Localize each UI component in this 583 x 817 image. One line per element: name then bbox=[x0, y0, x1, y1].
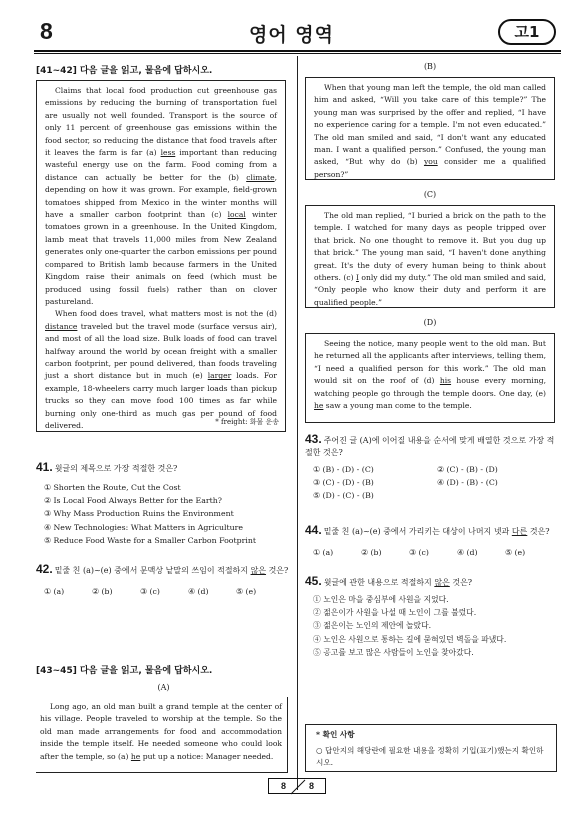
option[interactable]: ③ (c) bbox=[140, 587, 160, 596]
question-41: 41. 윗글의 제목으로 가장 적절한 것은? ① Shorten the Route, Cut the Cost ② Is Local Food Always Better for the Earth? ③ Why Mass Production Ruins the Environment ④ New Technologies: What Matters in Agriculture ⑤ Reduce Food Waste for a Smaller Carbon Footprint bbox=[36, 460, 286, 547]
subject-title: 영어 영역 bbox=[248, 24, 335, 46]
slash-icon bbox=[269, 779, 327, 795]
question-45: 45. 윗글에 관한 내용으로 적절하지 않은 것은? ① 노인은 마을 중심부에 사원을 지었다. ② 젊은이가 사원을 나설 때 노인이 그를 불렀다. ③ 젊은이는 노인의 제안에 놀랐다. ④ 노인은 사원으로 통하는 길에 묻혀있던 벽돌을 파냈다. ⑤ 공고를 보고 많은 사람들이 노인을 찾아갔다. bbox=[305, 574, 560, 659]
option[interactable]: ④ (d) bbox=[457, 548, 478, 557]
footnote: * freight: 화물 운송 bbox=[215, 417, 279, 426]
passage-D: Seeing the notice, many people went to the old man. But he returned all the applicants after interviews, telling them, “I need a qualified person for this work.” The old man would sit on the roof of (d) his house every morning, watching people go through the temple doors. One day, (e) he saw a young man come to the temple. bbox=[305, 333, 555, 423]
option[interactable]: ⑤ 공고를 보고 많은 사람들이 노인을 찾아갔다. bbox=[313, 647, 474, 657]
option[interactable]: ② (b) bbox=[92, 587, 113, 596]
header-rule bbox=[34, 50, 561, 52]
option[interactable]: ③ 젊은이는 노인의 제안에 놀랐다. bbox=[313, 621, 432, 631]
grade-badge: 고1 bbox=[498, 19, 556, 45]
passage-A-frame bbox=[36, 697, 288, 773]
page-number: 8 bbox=[40, 18, 53, 44]
option[interactable]: ④ New Technologies: What Matters in Agriculture bbox=[44, 522, 243, 532]
passage-B: When that young man left the temple, the old man called him and asked, “Will you take care of this temple?” The young man was surprised by the offer and replied, “I have no experience caring for a temple. I'm not even educated.” The old man smiled and said, “I don't want any educated man. I want a qualified person.” Confused, the young man asked, “But why do (b) you consider me a qualified person?” bbox=[305, 77, 555, 180]
option[interactable]: ① (a) bbox=[313, 548, 334, 557]
label-C: (C) bbox=[423, 190, 437, 199]
label-A: (A) bbox=[157, 683, 170, 692]
option[interactable]: ⑤ (e) bbox=[505, 548, 526, 557]
column-divider bbox=[297, 56, 298, 790]
option[interactable]: ① Shorten the Route, Cut the Cost bbox=[44, 483, 181, 492]
label-B: (B) bbox=[423, 62, 437, 71]
option[interactable]: ② Is Local Food Always Better for the Earth? bbox=[44, 496, 222, 506]
check-title: * 확인 사항 bbox=[316, 730, 355, 739]
page-footer: 8 8 bbox=[268, 778, 326, 794]
option[interactable]: ① (a) bbox=[44, 587, 65, 596]
option[interactable]: ② (C) - (B) - (D) bbox=[437, 465, 498, 474]
option[interactable]: ⑤ (D) - (C) - (B) bbox=[313, 491, 374, 501]
passage-A: Long ago, an old man built a grand temple at the center of his village. People traveled to worship at the temple. So the old man made arrangements for food and accommodation inside the temple itself. He needed someone who could look after the temple, so (a) he put up a notice: Manager needed. bbox=[40, 702, 282, 761]
option[interactable]: ① 노인은 마을 중심부에 사원을 지었다. bbox=[313, 595, 449, 604]
check-box bbox=[305, 724, 557, 772]
option[interactable]: ③ (C) - (D) - (B) bbox=[313, 478, 374, 488]
header-rule-thin bbox=[34, 53, 561, 54]
passage-paragraph: Claims that local food production cut greenhouse gas emissions by reducing the burning of transportation fuel are usually not well founded. Transport is the source of only 11 percent of greenhouse gas emissions within the food sector, so reducing the distance that food travels after it leaves the farm is far (a) less important than reducing wasteful energy use on the farm. Food coming from a distance can actually be better for the (b) climate, depending on how it was grown. For example, field-grown tomatoes shipped from Mexico in the winter months will have a smaller carbon footprint than (c) local winter tomatoes grown in a greenhouse. In the United Kingdom, lamb meat that travels 11,000 miles from New Zealand generates only one-quarter the carbon emissions per pound compared to British lamb because farmers in the United Kingdom raise their animals on feed (which must be produced using fossil fuels) rather than on clover pastureland. bbox=[45, 86, 278, 306]
option[interactable]: ② 젊은이가 사원을 나설 때 노인이 그를 불렀다. bbox=[313, 608, 477, 618]
passage-C: The old man replied, “I buried a brick on the path to the temple. I watched for many days as people tripped over that brick. No one thought to remove it. But you dug up that brick.” The young man said, “I haven't done anything great. It's the duty of every human being to think about others. (c) I only did my duty.” The old man smiled and said, “Only people who know their duty and perform it are qualified people.” bbox=[305, 205, 555, 308]
option[interactable]: ⑤ (e) bbox=[236, 587, 257, 596]
check-body: ○ 답안지의 해당란에 필요한 내용을 정확히 기입(표기)했는지 확인하시오. bbox=[316, 746, 544, 767]
option[interactable]: ④ 노인은 사원으로 통하는 길에 묻혀있던 벽돌을 파냈다. bbox=[313, 634, 507, 644]
question-42: 42. 밑줄 친 (a)~(e) 중에서 문맥상 낱말의 쓰임이 적절하지 않은 것은? ① (a) ② (b) ③ (c) ④ (d) ⑤ (e) bbox=[36, 562, 291, 598]
option[interactable]: ① (B) - (D) - (C) bbox=[313, 465, 374, 474]
option[interactable]: ④ (d) bbox=[188, 587, 209, 596]
option[interactable]: ③ (c) bbox=[409, 548, 429, 557]
option[interactable]: ④ (D) - (B) - (C) bbox=[437, 478, 498, 488]
option[interactable]: ③ Why Mass Production Ruins the Environment bbox=[44, 509, 234, 519]
section-heading-41-42: [41~42] 다음 글을 읽고, 물음에 답하시오. bbox=[36, 66, 213, 76]
question-43: 43. 주어진 글 (A)에 이어질 내용을 순서에 맞게 배열한 것으로 가장 적절한 것은? ① (B) - (D) - (C) ② (C) - (B) - (D) ③ (C) - (D) - (B) ④ (D) - (B) - (C) ⑤ (D) - (C) - (B) bbox=[305, 432, 560, 503]
option[interactable]: ② (b) bbox=[361, 548, 382, 557]
option[interactable]: ⑤ Reduce Food Waste for a Smaller Carbon Footprint bbox=[44, 535, 256, 545]
passage-paragraph: When food does travel, what matters most is not the (d) distance traveled but the travel mode (surface versus air), and most of all the load size. Bulk loads of food can travel halfway around the world by ocean freight with a smaller carbon footprint, per pound delivered, than foods traveling just a short distance but in much (e) larger loads. For example, 18-wheelers carry much larger loads than pickup trucks so they can move food 100 times as far while burning only one-third as much gas per pound of food delivered. bbox=[45, 309, 277, 430]
question-44: 44. 밑줄 친 (a)~(e) 중에서 가리키는 대상이 나머지 넷과 다른 것은? ① (a) ② (b) ③ (c) ④ (d) ⑤ (e) bbox=[305, 523, 560, 559]
passage-food bbox=[36, 80, 286, 432]
section-heading-43-45: [43~45] 다음 글을 읽고, 물음에 답하시오. bbox=[36, 666, 213, 676]
label-D: (D) bbox=[423, 318, 437, 327]
